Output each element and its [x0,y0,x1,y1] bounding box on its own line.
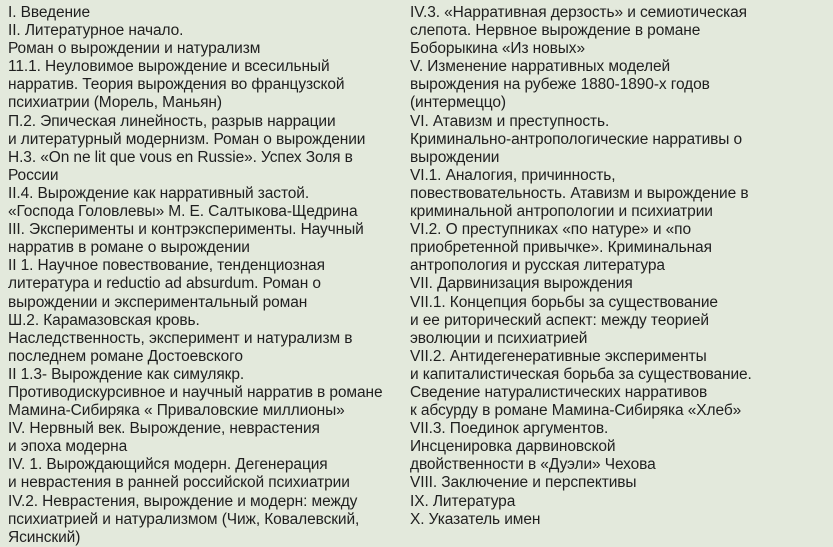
toc-line: и неврастения в ранней российской психиатрии [8,474,350,492]
toc-line: Боборыкина «Из новых» [410,40,585,58]
toc-line: VII.2. Антидегенеративные эксперименты [410,347,707,365]
toc-line: к абсурду в романе Мамина-Сибиряка «Хлеб» [410,402,742,420]
toc-line: Инсценировка дарвиновской [410,438,616,456]
toc-line: VII.3. Поединок аргументов. [410,420,609,438]
toc-line: антропология и русская литература [410,257,665,275]
toc-line: IV. 1. Вырождающийся модерн. Дегенерация [8,456,328,474]
toc-line: «Господа Головлевы» М. Е. Салтыкова-Щедрина [8,203,358,221]
toc-line: повествовательность. Атавизм и вырождение в [410,184,749,202]
toc-line: двойственности в «Дуэли» Чехова [410,456,656,474]
toc-line: VII. Дарвинизация вырождения [410,275,633,293]
toc-line: и капиталистическая борьба за существование. [410,365,752,383]
toc-line: IX. Литература [410,492,516,510]
toc-line: России [8,166,59,184]
toc-line: эволюции и психиатрией [410,329,588,347]
toc-line: Роман о вырождении и натурализм [8,40,261,58]
toc-line: Сведение натуралистических нарративов [410,383,708,401]
toc-line: Противодискурсивное и научный нарратив в романе [8,383,383,401]
toc-line: нарратив в романе о вырождении [8,239,250,257]
toc-line: криминальной антропологии и психиатрии [410,203,713,221]
toc-line: Н.3. «On ne lit que vous en Russie». Успех Золя в [8,148,353,166]
toc-line: II 1. Научное повествование, тенденциозная [8,257,325,275]
toc-line: приобретенной привычке». Криминальная [410,239,712,257]
toc-line: Ясинский) [8,528,81,546]
toc-line: II.4. Вырождение как нарративный застой. [8,184,310,202]
toc-line: 11.1. Неуловимое вырождение и всесильный [8,58,330,76]
toc-line: II. Литературное начало. [8,22,184,40]
toc-line: IV. Нервный век. Вырождение, неврастения [8,420,320,438]
toc-right-column [410,4,828,529]
toc-line: I. Введение [8,4,91,21]
toc-line: слепота. Нервное вырождение в романе [410,22,701,40]
toc-line: и эпоха модерна [8,438,128,456]
toc-line: V. Изменение нарративных моделей [410,58,671,76]
toc-line: психиатрии (Морель, Маньян) [8,94,222,112]
toc-line: последнем романе Достоевского [8,347,243,365]
toc-line: IV.3. «Нарративная дерзость» и семиотическая [410,4,747,21]
toc-line: X. Указатель имен [410,510,541,528]
toc-line: Ш.2. Карамазовская кровь. [8,311,200,329]
toc-line: (интермеццо) [410,94,506,112]
toc-line: VI.2. О преступниках «по натуре» и «по [410,221,691,239]
toc-line: VI. Атавизм и преступность. [410,112,610,130]
toc-line: VII.1. Концепция борьбы за существование [410,293,718,311]
toc-line: Криминально-антропологические нарративы о [410,130,743,148]
toc-line: VI.1. Аналогия, причинность, [410,166,616,184]
toc-left-column [8,4,400,547]
toc-line: вырождении [410,148,500,166]
toc-line: и литературный модернизм. Роман о вырождении [8,130,366,148]
toc-line: психиатрией и натурализмом (Чиж, Ковалевский, [8,510,360,528]
toc-line: VIII. Заключение и перспективы [410,474,637,492]
toc-line: IV.2. Неврастения, вырождение и модерн: между [8,492,358,510]
toc-line: III. Эксперименты и контрэксперименты. Научный [8,221,364,239]
toc-line: П.2. Эпическая линейность, разрыв наррации [8,112,336,130]
toc-line: Мамина-Сибиряка « Приваловские миллионы» [8,402,345,420]
toc-line: вырождении и экспериментальный роман [8,293,308,311]
toc-line: II 1.3- Вырождение как симулякр. [8,365,245,383]
toc-line: нарратив. Теория вырождения во французской [8,76,345,94]
toc-line: вырождения на рубеже 1880-1890-х годов [410,76,710,94]
toc-line: литература и reductio ad absurdum. Роман о [8,275,321,293]
toc-line: Наследственность, эксперимент и натурализм в [8,329,353,347]
toc-line: и ее риторический аспект: между теорией [410,311,709,329]
